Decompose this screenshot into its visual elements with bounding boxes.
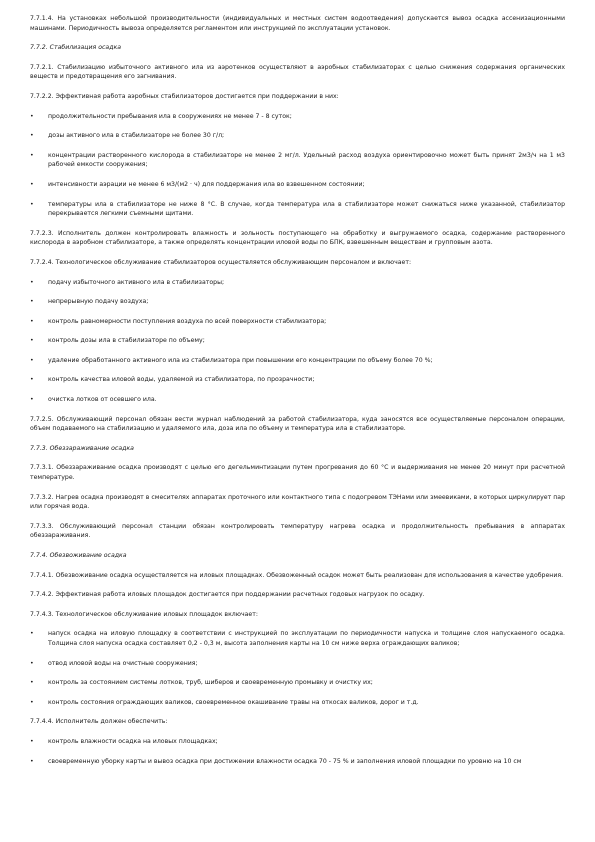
paragraph: 7.7.2.5. Обслуживающий персонал обязан вести журнал наблюдений за работой стабилизатора, куда заносятся все осуществляемые персоналом операции, объем подаваемого на стабилизацию и удаляемого ила, доза ила по объему и температура ила в стабилизаторе. <box>30 415 565 433</box>
bullet-text: температуры ила в стабилизаторе не ниже 8 °С. В случае, когда температура ила в стабилизаторе может снижаться ниже указанной, стабилизатор перекрывается легкими съемными щитами. <box>48 200 565 218</box>
bullet-item <box>30 131 565 141</box>
section-heading: 7.7.2. Стабилизация осадка <box>30 44 121 52</box>
paragraph: 7.7.3.2. Нагрев осадка производят в смесителях аппаратах проточного или контактного типа с подогревом ТЭНами или змеевиками, в которых циркулирует пар или горячая вода. <box>30 493 565 511</box>
paragraph: 7.7.4.4. Исполнитель должен обеспечить: <box>30 718 168 726</box>
paragraph: 7.7.4.3. Технологическое обслуживание иловых площадок включает: <box>30 610 258 618</box>
paragraph: 7.7.2.3. Исполнитель должен контролировать влажность и зольность поступающего на обработку и выгружаемого осадка, содержание растворенного кислорода в аэробном стабилизаторе, а также определять концентрации иловой воды по БПК, взвешенным веществам и групповым азота. <box>30 229 565 247</box>
bullet-text: своевременную уборку карты и вывоз осадка при достижении влажности осадка 70 - 75 % и заполнения иловой площадки по уровню на 10 см <box>48 757 522 765</box>
section-heading: 7.7.4. Обезвоживание осадка <box>30 552 127 559</box>
bullet-item <box>30 375 565 385</box>
paragraph: 7.7.3.3. Обслуживающий персонал станции обязан контролировать температуру нагрева осадка и продолжительность пребывания в аппаратах обеззараживания. <box>30 522 565 540</box>
bullet-marker: • <box>30 298 34 306</box>
paragraph: 7.7.2.1. Стабилизацию избыточного активного ила из аэротенков осуществляют в аэробных стабилизаторах с целью снижения содержания органических веществ и предотвращения его загнивания. <box>30 63 565 81</box>
bullet-text: концентрации растворенного кислорода в стабилизаторе не менее 2 мг/л. Удельный расход воздуха ориентировочно может быть принят 2м3/ч на 1 м3 рабочей емкости сооружения; <box>48 151 565 169</box>
bullet-marker: • <box>30 180 34 188</box>
bullet-marker: • <box>30 317 34 325</box>
bullet-marker: • <box>30 376 34 384</box>
bullet-text: контроль влажности осадка на иловых площадках; <box>48 737 218 745</box>
bullet-text: подачу избыточного активного ила в стабилизаторы; <box>48 278 225 286</box>
bullet-text: контроль равномерности поступления воздуха по всей поверхности стабилизатора; <box>48 317 327 325</box>
bullet-marker: • <box>30 151 34 159</box>
bullet-item <box>30 112 565 122</box>
bullet-item <box>30 629 565 648</box>
paragraph: 7.7.4.1. Обезвоживание осадка осуществляется на иловых площадках. Обезвоженный осадок может быть реализован для использования в качестве удобрения. <box>30 571 564 579</box>
bullet-item <box>30 659 565 669</box>
bullet-item <box>30 200 565 219</box>
bullet-marker: • <box>30 337 34 345</box>
paragraph: 7.7.1.4. На установках небольшой производительности (индивидуальных и местных систем водоотведения) допускается вывоз осадка ассенизационными машинами. Периодичность вывоза определяется регламентом или инструкцией по эксплуатации установок. <box>30 15 565 32</box>
bullet-marker: • <box>30 278 34 286</box>
bullet-marker: • <box>30 200 34 208</box>
bullet-item <box>30 698 565 708</box>
bullet-text: контроль состояния ограждающих валиков, своевременное окашивание травы на откосах валиков, дорог и т.д. <box>48 698 419 706</box>
bullet-marker: • <box>30 737 34 745</box>
bullet-item <box>30 757 565 767</box>
bullet-item <box>30 278 565 288</box>
bullet-item <box>30 336 565 346</box>
bullet-text: дозы активного ила в стабилизаторе не более 30 г/л; <box>48 132 225 140</box>
bullet-item <box>30 297 565 307</box>
bullet-text: напуск осадка на иловую площадку в соответствии с инструкцией по эксплуатации по периодичности напуска и толщине слоя напускаемого осадка. Толщина слоя напуска осадка составляет 0,2 - 0,3 м, высота заполнения карты на 10 см ниже верха ограждающих валиков; <box>48 630 565 647</box>
bullet-marker: • <box>30 757 34 765</box>
bullet-text: очистка лотков от осевшего ила. <box>48 396 157 404</box>
bullet-item <box>30 180 565 190</box>
bullet-marker: • <box>30 659 34 667</box>
bullet-item <box>30 317 565 327</box>
section-heading: 7.7.3. Обеззараживание осадка <box>30 444 134 452</box>
bullet-marker: • <box>30 630 34 638</box>
paragraph: 7.7.4.2. Эффективная работа иловых площадок достигается при поддержании расчетных годовых нагрузок по осадку. <box>30 591 425 599</box>
bullet-text: отвод иловой воды на очистные сооружения; <box>48 659 198 667</box>
bullet-text: контроль дозы ила в стабилизаторе по объему; <box>48 337 205 345</box>
bullet-item <box>30 356 565 366</box>
bullet-item <box>30 678 565 688</box>
paragraph: 7.7.2.4. Технологическое обслуживание стабилизаторов осуществляется обслуживающим персоналом и включает: <box>30 258 412 266</box>
paragraph: 7.7.2.2. Эффективная работа аэробных стабилизаторов достигается при поддержании в них: <box>30 92 339 100</box>
bullet-marker: • <box>30 112 34 120</box>
bullet-item <box>30 395 565 405</box>
bullet-text: продолжительности пребывания ила в сооружениях не менее 7 - 8 суток; <box>48 112 292 120</box>
bullet-text: интенсивности аэрации не менее 6 м3/(м2 · ч) для поддержания ила во взвешенном состоянии; <box>48 180 365 188</box>
bullet-marker: • <box>30 679 34 687</box>
bullet-text: контроль за состоянием системы лотков, труб, шиберов и своевременную промывку и очистку их; <box>48 679 373 687</box>
bullet-marker: • <box>30 356 34 364</box>
bullet-text: контроль качества иловой воды, удаляемой из стабилизатора, по прозрачности; <box>48 376 315 384</box>
bullet-item <box>30 151 565 170</box>
bullet-marker: • <box>30 396 34 404</box>
bullet-item <box>30 737 565 747</box>
bullet-marker: • <box>30 698 34 706</box>
paragraph: 7.7.3.1. Обеззараживание осадка производят с целью его дегельминтизации путем прогревания до 60 °С и выдерживания не менее 20 минут при расчетной температуре. <box>30 464 565 482</box>
bullet-text: удаление обработанного активного ила из стабилизатора при повышении его концентрации по объему более 70 %; <box>48 356 433 364</box>
bullet-marker: • <box>30 132 34 140</box>
bullet-text: непрерывную подачу воздуха; <box>48 298 149 306</box>
